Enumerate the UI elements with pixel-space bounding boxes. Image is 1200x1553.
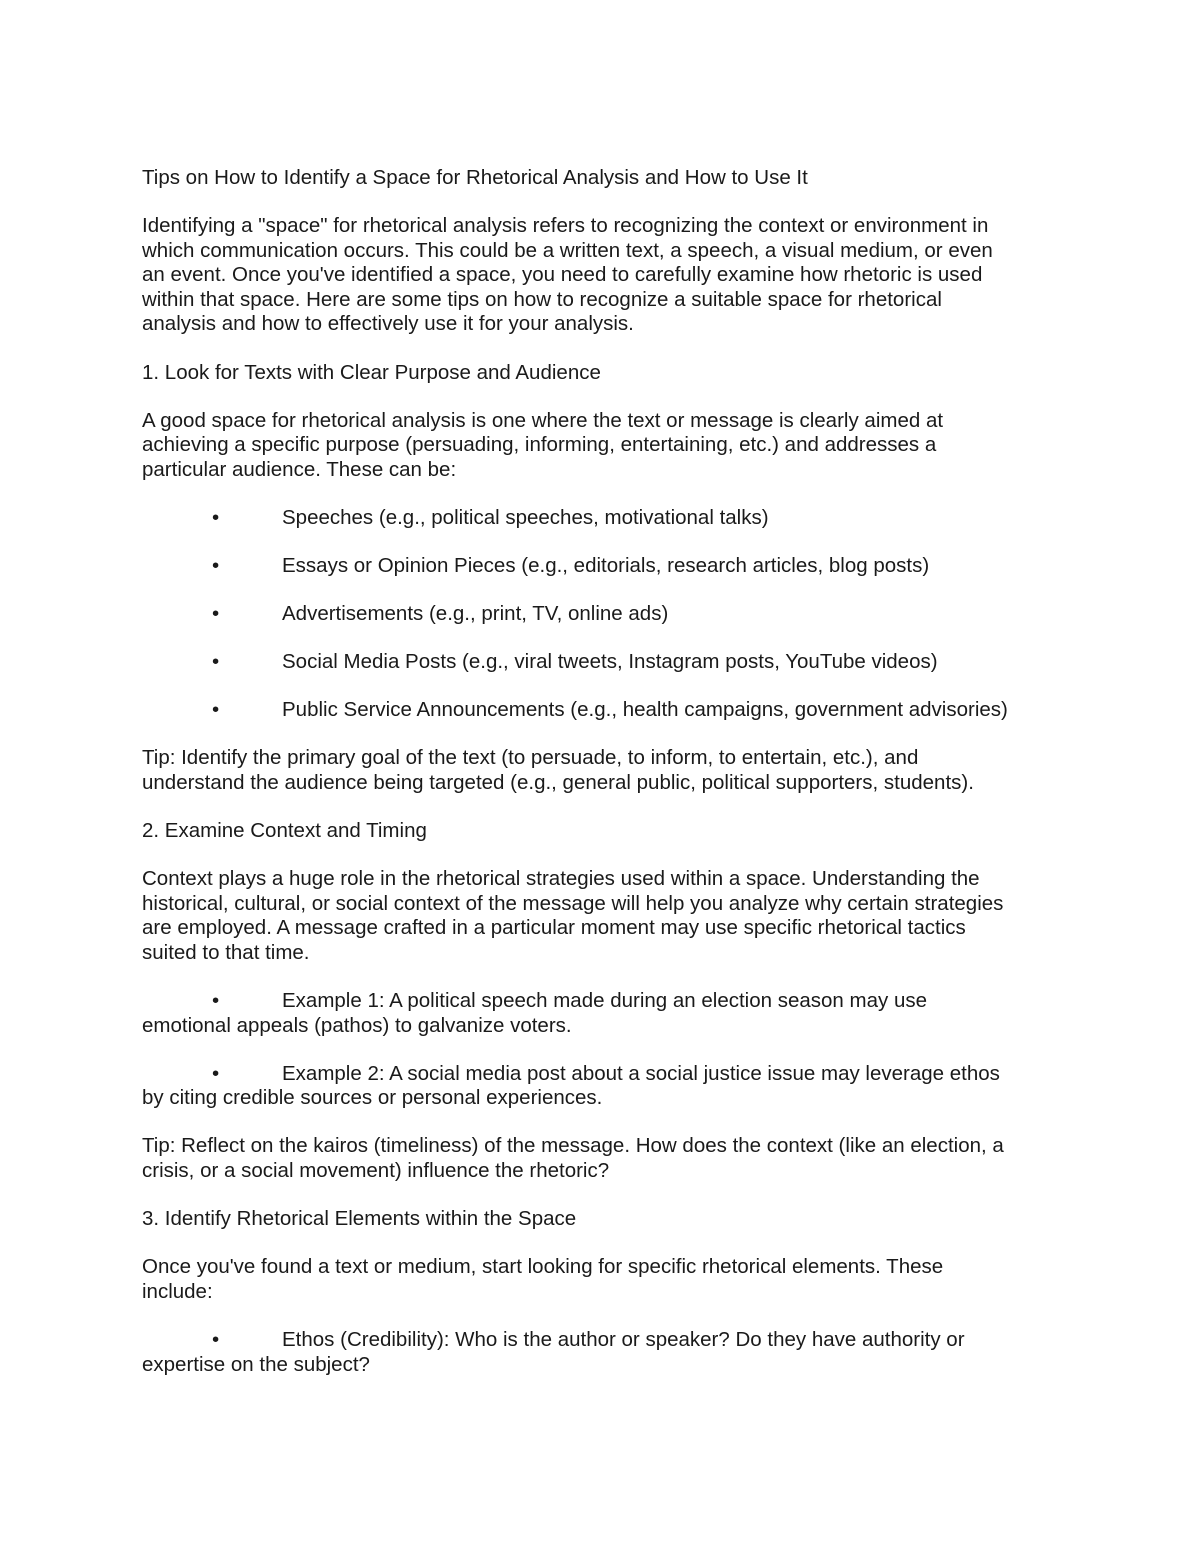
bullet-icon: •	[212, 554, 220, 578]
tip-line: crisis, or a social movement) influence the rhetoric?	[142, 1159, 610, 1183]
list-item	[142, 989, 1062, 1038]
para-line: are employed. A message crafted in a particular moment may use specific rhetorical tactics	[142, 916, 966, 940]
document-page	[142, 166, 1062, 1401]
list-item-text: Social Media Posts (e.g., viral tweets, Instagram posts, YouTube videos)	[282, 650, 938, 674]
list-item	[142, 506, 1062, 531]
list-item	[142, 650, 1062, 675]
para-line: Once you've found a text or medium, start looking for specific rhetorical elements. These	[142, 1255, 944, 1279]
section-1-paragraph	[142, 409, 1062, 483]
bullet-icon: •	[212, 1327, 220, 1351]
list-item-text-continued: expertise on the subject?	[142, 1352, 370, 1376]
bullet-icon: •	[212, 602, 220, 626]
para-line: suited to that time.	[142, 940, 310, 964]
list-item-text: Example 1: A political speech made during an election season may use	[282, 989, 927, 1013]
tip-line: Tip: Reflect on the kairos (timeliness) of the message. How does the context (like an election, a	[142, 1134, 1004, 1158]
section-1-heading: 1. Look for Texts with Clear Purpose and Audience	[142, 360, 601, 384]
intro-line: an event. Once you've identified a space, you need to carefully examine how rhetoric is used	[142, 263, 983, 287]
bullet-icon: •	[212, 1061, 220, 1085]
bullet-icon: •	[212, 989, 220, 1013]
list-item	[142, 1328, 1062, 1377]
list-item	[142, 698, 1062, 723]
tip-line: Tip: Identify the primary goal of the text (to persuade, to inform, to entertain, etc.), and	[142, 746, 919, 770]
list-item-text-continued: by citing credible sources or personal experiences.	[142, 1086, 603, 1110]
section-2-tip	[142, 1134, 1062, 1183]
para-line: particular audience. These can be:	[142, 457, 457, 481]
para-line: historical, cultural, or social context of the message will help you analyze why certain strategies	[142, 891, 1004, 915]
list-item-text: Public Service Announcements (e.g., health campaigns, government advisories)	[282, 698, 1008, 722]
tip-line: understand the audience being targeted (e.g., general public, political supporters, students).	[142, 771, 974, 794]
para-line: include:	[142, 1279, 213, 1303]
bullet-icon: •	[212, 505, 220, 529]
para-line: A good space for rhetorical analysis is one where the text or message is clearly aimed at	[142, 408, 944, 432]
bullet-icon: •	[212, 650, 220, 674]
list-item	[142, 1062, 1062, 1111]
list-item-text: Speeches (e.g., political speeches, motivational talks)	[282, 505, 769, 529]
bullet-icon: •	[212, 698, 220, 722]
section-2-heading: 2. Examine Context and Timing	[142, 819, 427, 843]
section-3-heading: 3. Identify Rhetorical Elements within the Space	[142, 1207, 577, 1231]
document-title: Tips on How to Identify a Space for Rhetorical Analysis and How to Use It	[142, 166, 808, 189]
list-item-text: Ethos (Credibility): Who is the author or speaker? Do they have authority or	[282, 1327, 965, 1351]
list-item-text: Advertisements (e.g., print, TV, online ads)	[282, 602, 669, 626]
para-line: achieving a specific purpose (persuading, informing, entertaining, etc.) and addresses a	[142, 433, 937, 457]
list-item-text-continued: emotional appeals (pathos) to galvanize voters.	[142, 1013, 572, 1037]
intro-line: Identifying a "space" for rhetorical analysis refers to recognizing the context or environment in	[142, 214, 989, 238]
list-item-text: Example 2: A social media post about a social justice issue may leverage ethos	[282, 1061, 1000, 1085]
intro-paragraph	[142, 214, 1062, 337]
section-2-paragraph	[142, 867, 1062, 965]
section-3-paragraph	[142, 1255, 1062, 1304]
list-item-text: Essays or Opinion Pieces (e.g., editorials, research articles, blog posts)	[282, 554, 930, 578]
section-1-tip	[142, 746, 1062, 795]
para-line: Context plays a huge role in the rhetorical strategies used within a space. Understanding the	[142, 867, 980, 891]
intro-line: which communication occurs. This could be a written text, a speech, a visual medium, or even	[142, 238, 993, 262]
intro-line: analysis and how to effectively use it for your analysis.	[142, 312, 634, 336]
list-item	[142, 602, 1062, 627]
intro-line: within that space. Here are some tips on how to recognize a suitable space for rhetorical	[142, 287, 942, 311]
list-item	[142, 554, 1062, 579]
